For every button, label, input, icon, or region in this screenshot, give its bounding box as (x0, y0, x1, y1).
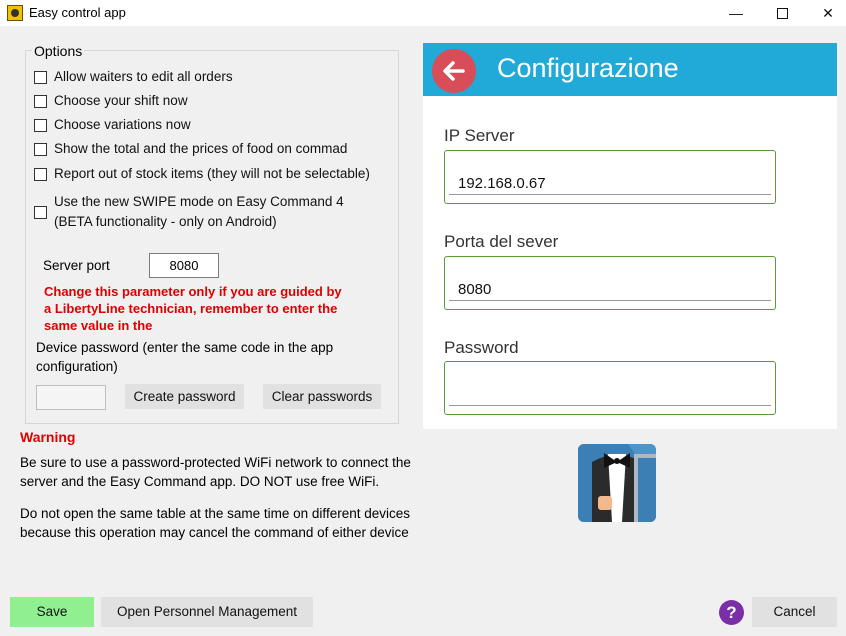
minimize-button[interactable]: — (729, 5, 743, 21)
field-underline (449, 405, 771, 406)
field-underline (449, 300, 771, 301)
server-port-label: Server port (43, 258, 110, 273)
preview-ip-server-value: 192.168.0.67 (458, 175, 546, 192)
preview-port-field (444, 256, 776, 310)
checkbox-show-total-prices[interactable] (34, 141, 347, 158)
checkbox-choose-variations[interactable] (34, 117, 191, 134)
checkbox-box[interactable] (34, 95, 47, 108)
port-warning-text: Change this parameter only if you are guided by a LibertyLine technician, remember to enter the same value in the (44, 284, 342, 333)
preview-port-value: 8080 (458, 281, 492, 298)
checkbox-box[interactable] (34, 168, 47, 181)
maximize-icon (777, 8, 788, 19)
checkbox-label: Choose your shift now (54, 93, 188, 108)
preview-ip-server-field (444, 150, 776, 204)
swipe-label-line1: Use the new SWIPE mode on Easy Command 4 (54, 194, 344, 209)
open-personnel-management-button[interactable]: Open Personnel Management (101, 597, 313, 627)
device-password-input[interactable] (36, 385, 106, 410)
checkbox-box[interactable] (34, 206, 47, 219)
back-arrow-icon (432, 49, 476, 93)
warning-paragraph-table: Do not open the same table at the same time on different devices because this operation may cancel the command of either device (20, 506, 410, 540)
checkbox-label: Show the total and the prices of food on commad (54, 141, 348, 156)
checkbox-choose-shift[interactable] (34, 93, 188, 110)
preview-header (423, 43, 837, 96)
warning-paragraph-wifi: Be sure to use a password-protected WiFi network to connect the server and the Easy Command app. DO NOT use free WiFi. (20, 455, 411, 489)
checkbox-label: Report out of stock items (they will not be selectable) (54, 166, 370, 181)
checkbox-allow-waiters-edit[interactable] (34, 69, 233, 86)
checkbox-box[interactable] (34, 119, 47, 132)
save-button[interactable]: Save (10, 597, 94, 627)
checkbox-swipe-mode[interactable] (34, 192, 344, 232)
preview-title: Configurazione (497, 53, 679, 83)
field-underline (449, 194, 771, 195)
help-icon[interactable]: ? (719, 600, 744, 625)
checkbox-box[interactable] (34, 71, 47, 84)
checkbox-label (54, 192, 344, 232)
clear-passwords-button[interactable]: Clear passwords (263, 384, 381, 409)
waiter-logo-icon (578, 444, 656, 522)
create-password-button[interactable]: Create password (125, 384, 244, 409)
app-icon (7, 5, 23, 21)
preview-ip-server-label: IP Server (444, 126, 515, 145)
window-title: Easy control app (29, 5, 126, 20)
checkbox-label: Allow waiters to edit all orders (54, 69, 233, 84)
checkbox-report-out-of-stock[interactable] (34, 166, 370, 183)
preview-password-label: Password (444, 338, 519, 357)
preview-port-label: Porta del sever (444, 232, 559, 251)
options-legend: Options (34, 43, 83, 59)
title-bar (0, 0, 846, 26)
maximize-button[interactable] (759, 0, 805, 26)
checkbox-label: Choose variations now (54, 117, 191, 132)
cancel-button[interactable]: Cancel (752, 597, 837, 627)
preview-password-field (444, 361, 776, 415)
warning-title: Warning (20, 429, 76, 445)
close-button[interactable]: ✕ (822, 5, 834, 21)
checkbox-box[interactable] (34, 143, 47, 156)
server-port-input[interactable]: 8080 (149, 253, 219, 278)
app-configuration-preview (423, 43, 837, 429)
device-password-description: Device password (enter the same code in the app configuration) (36, 340, 334, 374)
swipe-label-line2: (BETA functionality - only on Android) (54, 214, 277, 229)
